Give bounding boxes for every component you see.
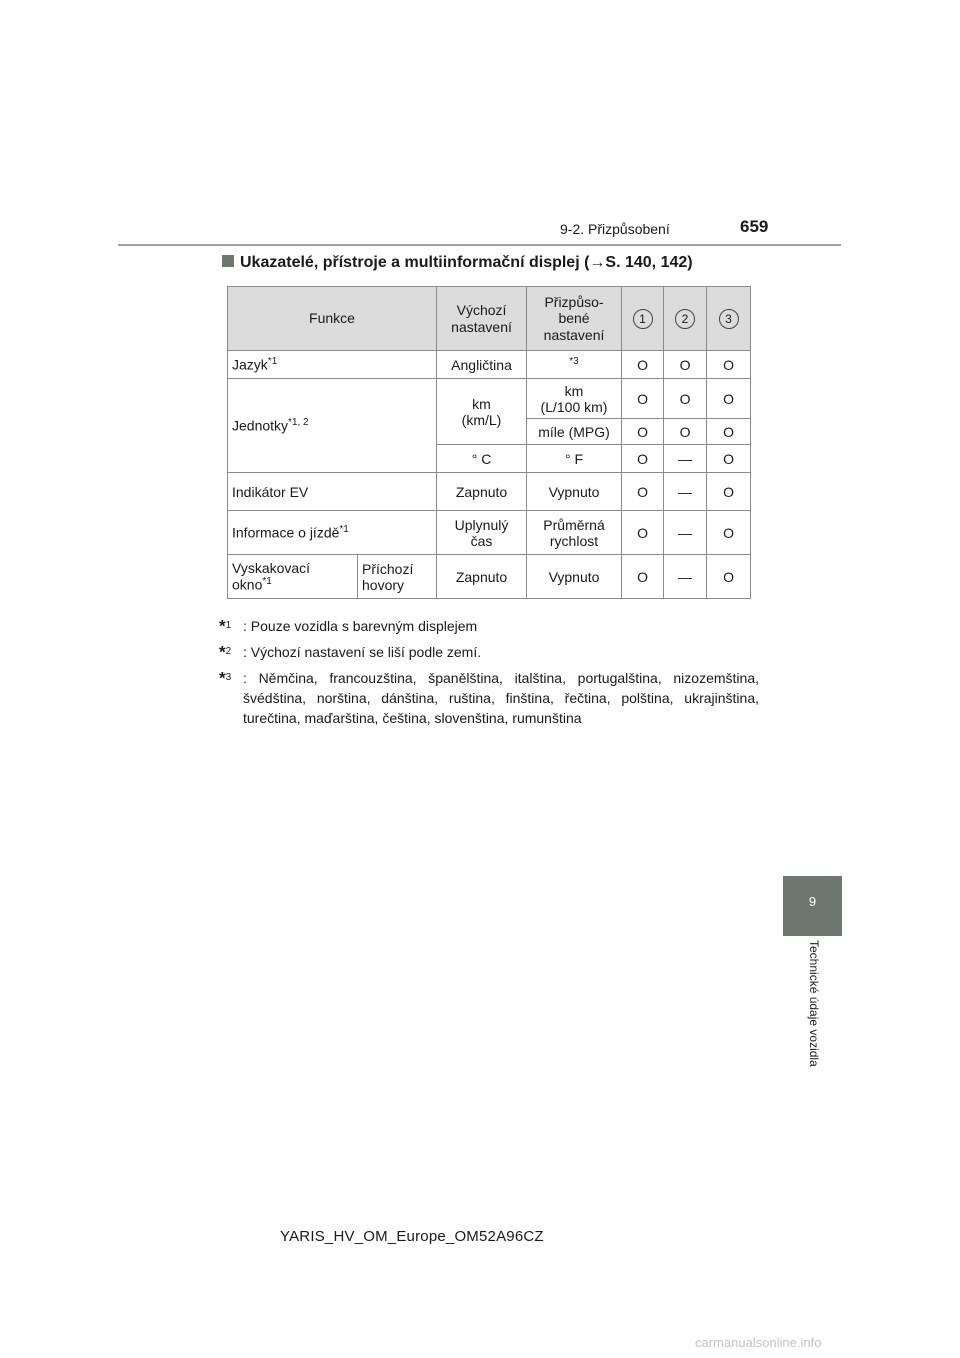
header-mark-3 [707,287,751,351]
table-row: Vyskakovací okno$^{*1}$ Příchozí hovory Zapnuto Vypnuto O — O [228,555,751,599]
header-mark-2 [664,287,707,351]
footnote-1: *$^1$ : Pouze vozidla s barevným displejem [219,616,478,636]
section-heading [222,254,693,272]
section-heading-text: Ukazatelé, přístroje a multiinformační displej (→S. 140, 142) [240,254,693,271]
table-row: Indikátor EV Zapnuto Vypnuto O — O [228,473,751,511]
table-row: Informace o jízdě$^{*1}$ Uplynulý čas Průměrná rychlost O — O [228,511,751,555]
asterisk-icon: * [219,616,226,636]
asterisk-icon: * [219,642,226,662]
circled-2-icon: 2 [675,309,695,329]
row-label-trip: Informace o jízdě$^{*1}$ [228,511,437,555]
table-row: ° C ° F O — O [228,445,751,473]
table-row: míle (MPG) O O O [228,419,751,445]
header-function: Funkce [228,287,437,351]
page-number: 659 [740,217,769,236]
circled-3-icon: 3 [719,309,739,329]
table-row: Jazyk$^{*1}$ Angličtina $^{*3}$ O O O [228,351,751,379]
asterisk-icon: * [219,668,226,688]
watermark: carmanualsonline.info [695,1335,822,1350]
row-label-ev: Indikátor EV [228,473,437,511]
header-default: Výchozí nastavení [437,287,527,351]
settings-table [227,286,751,599]
table-row: Jednotky$^{*1, 2}$ km (km/L) km (L/100 km) O O O [228,379,751,419]
row-label-language: Jazyk$^{*1}$ [228,351,437,379]
header-rule [118,244,841,246]
row-label-units: Jednotky$^{*1, 2}$ [228,379,437,473]
chapter-tab: 9 [783,876,842,936]
table-header-row [228,287,751,351]
header-custom: Přizpůso- bené nastavení [527,287,622,351]
chapter-label: Technické údaje vozidla [807,940,821,1067]
footer-code: YARIS_HV_OM_Europe_OM52A96CZ [280,1228,544,1245]
footnote-3: *$^3$ : Němčina, francouzština, španělština, italština, portugalština, nizozemština, švédština, norština, dánština, ruština, finština, řečtina, polština, ukrajinština, turečtina, maďarština, čeština, slovenština, rumunština [219,668,759,726]
circled-1-icon: 1 [633,309,653,329]
header-mark-1 [622,287,664,351]
row-label-popup: Vyskakovací okno$^{*1}$ [228,555,358,599]
square-bullet-icon [222,255,234,267]
section-label: 9-2. Přizpůsobení [560,221,670,237]
footnote-2: *$^2$ : Výchozí nastavení se liší podle zemí. [219,642,482,662]
